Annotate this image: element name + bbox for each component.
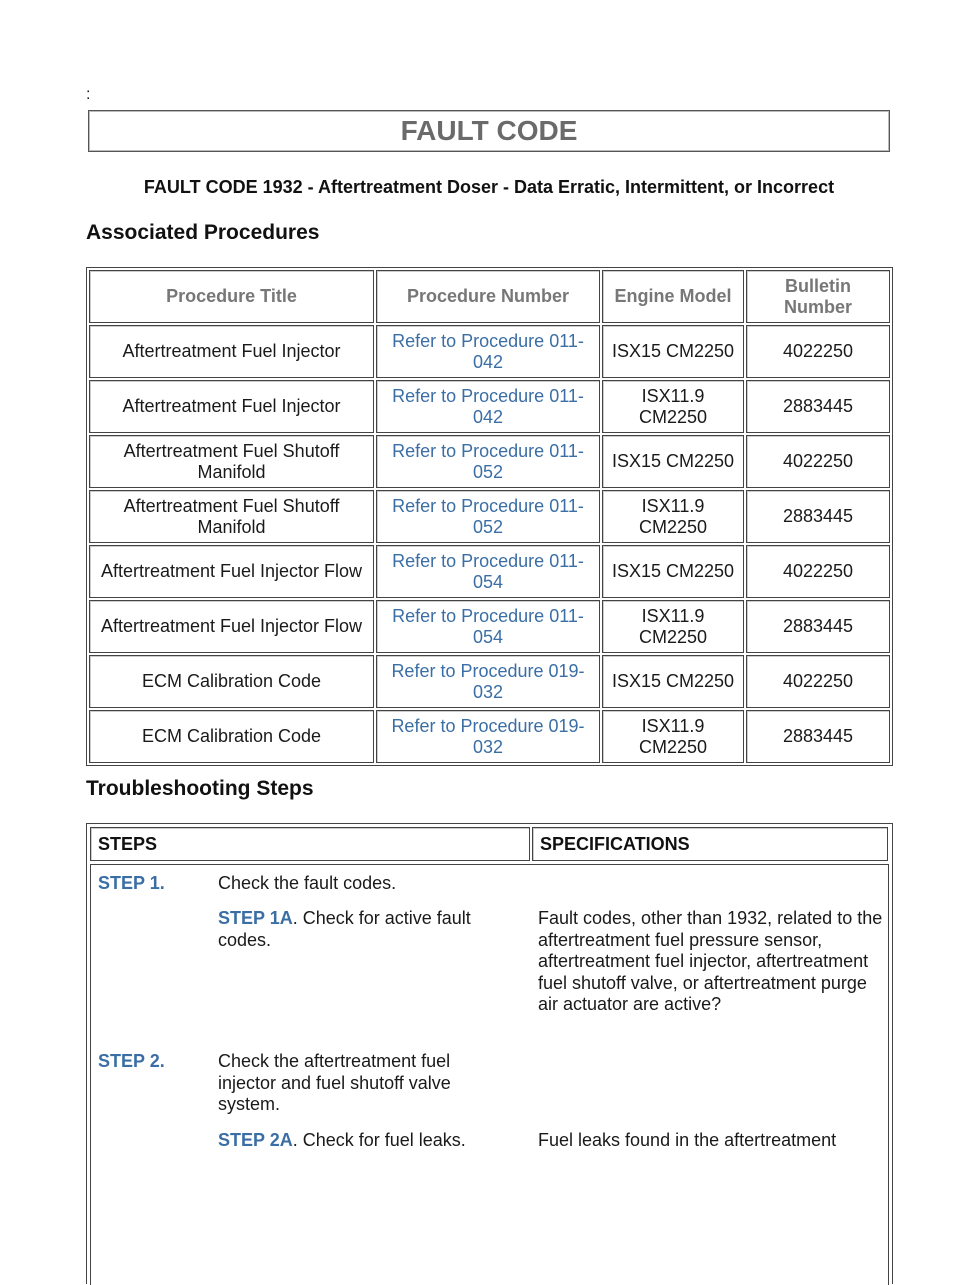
engine-model-cell: ISX15 CM2250 — [602, 325, 744, 378]
bulletin-number-cell: 2883445 — [746, 490, 890, 543]
table-row — [89, 325, 890, 378]
procedures-table — [86, 267, 893, 766]
procedure-link[interactable]: Refer to Procedure 011-052 — [376, 435, 600, 488]
engine-model-cell: ISX11.9 CM2250 — [602, 380, 744, 433]
engine-model-cell: ISX15 CM2250 — [602, 435, 744, 488]
procedure-link[interactable]: Refer to Procedure 011-054 — [376, 600, 600, 653]
page-colon: : — [86, 86, 91, 103]
troubleshooting-steps-heading: Troubleshooting Steps — [86, 777, 314, 800]
step-1a-spec: Fault codes, other than 1932, related to the aftertreatment fuel pressure sensor, aftertreatment fuel injector, aftertreatment fuel shutoff valve, or aftertreatment purge air actuator are active? — [538, 908, 883, 1014]
procedure-link[interactable]: Refer to Procedure 011-052 — [376, 490, 600, 543]
step-1-number[interactable]: STEP 1. — [98, 873, 165, 893]
header-bulletin-number: Bulletin Number — [746, 270, 890, 323]
procedure-title-cell: ECM Calibration Code — [89, 655, 374, 708]
bulletin-number-cell: 2883445 — [746, 600, 890, 653]
procedure-title-cell: Aftertreatment Fuel Injector — [89, 380, 374, 433]
procedure-link[interactable]: Refer to Procedure 011-042 — [376, 380, 600, 433]
procedures-header-row — [89, 270, 890, 323]
table-row — [89, 545, 890, 598]
engine-model-cell: ISX15 CM2250 — [602, 655, 744, 708]
procedure-title-cell: Aftertreatment Fuel Injector Flow — [89, 545, 374, 598]
bulletin-number-cell: 4022250 — [746, 435, 890, 488]
table-row — [89, 710, 890, 763]
engine-model-cell: ISX11.9 CM2250 — [602, 490, 744, 543]
step-1a-number[interactable]: STEP 1A — [218, 908, 293, 928]
step-2a-number[interactable]: STEP 2A — [218, 1130, 293, 1150]
table-row — [89, 655, 890, 708]
steps-column-header: STEPS — [90, 827, 530, 861]
bulletin-number-cell: 4022250 — [746, 655, 890, 708]
fault-code-banner: FAULT CODE — [88, 110, 890, 152]
bulletin-number-cell: 2883445 — [746, 380, 890, 433]
table-row — [89, 435, 890, 488]
step-2a-block — [218, 1130, 518, 1152]
engine-model-cell: ISX15 CM2250 — [602, 545, 744, 598]
specifications-column-header: SPECIFICATIONS — [532, 827, 888, 861]
bulletin-number-cell: 4022250 — [746, 325, 890, 378]
engine-model-cell: ISX11.9 CM2250 — [602, 710, 744, 763]
header-procedure-number: Procedure Number — [376, 270, 600, 323]
procedure-title-cell: Aftertreatment Fuel Injector — [89, 325, 374, 378]
step-1-text: Check the fault codes. — [218, 873, 397, 893]
table-row — [89, 600, 890, 653]
procedure-title-cell: ECM Calibration Code — [89, 710, 374, 763]
troubleshooting-table — [86, 823, 893, 1284]
procedure-link[interactable]: Refer to Procedure 019-032 — [376, 655, 600, 708]
procedure-title-cell: Aftertreatment Fuel Injector Flow — [89, 600, 374, 653]
step-2a-spec: Fuel leaks found in the aftertreatment — [538, 1130, 837, 1150]
step-2a-text: . Check for fuel leaks. — [292, 1130, 466, 1150]
step-1a-block — [218, 908, 508, 951]
bulletin-number-cell: 4022250 — [746, 545, 890, 598]
procedure-link[interactable]: Refer to Procedure 011-042 — [376, 325, 600, 378]
steps-body — [90, 864, 889, 1285]
step-1a-text: . Check for active fault codes. — [218, 908, 471, 950]
procedure-link[interactable]: Refer to Procedure 019-032 — [376, 710, 600, 763]
procedure-title-cell: Aftertreatment Fuel Shutoff Manifold — [89, 490, 374, 543]
procedure-link[interactable]: Refer to Procedure 011-054 — [376, 545, 600, 598]
step-2-number[interactable]: STEP 2. — [98, 1051, 165, 1071]
bulletin-number-cell: 2883445 — [746, 710, 890, 763]
header-engine-model: Engine Model — [602, 270, 744, 323]
engine-model-cell: ISX11.9 CM2250 — [602, 600, 744, 653]
table-row — [89, 380, 890, 433]
procedure-title-cell: Aftertreatment Fuel Shutoff Manifold — [89, 435, 374, 488]
table-row — [89, 490, 890, 543]
fault-code-title: FAULT CODE 1932 - Aftertreatment Doser - Data Erratic, Intermittent, or Incorrect — [143, 177, 835, 197]
step-2-text: Check the aftertreatment fuel injector and fuel shutoff valve system. — [218, 1051, 451, 1114]
header-procedure-title: Procedure Title — [89, 270, 374, 323]
associated-procedures-heading: Associated Procedures — [86, 221, 320, 244]
